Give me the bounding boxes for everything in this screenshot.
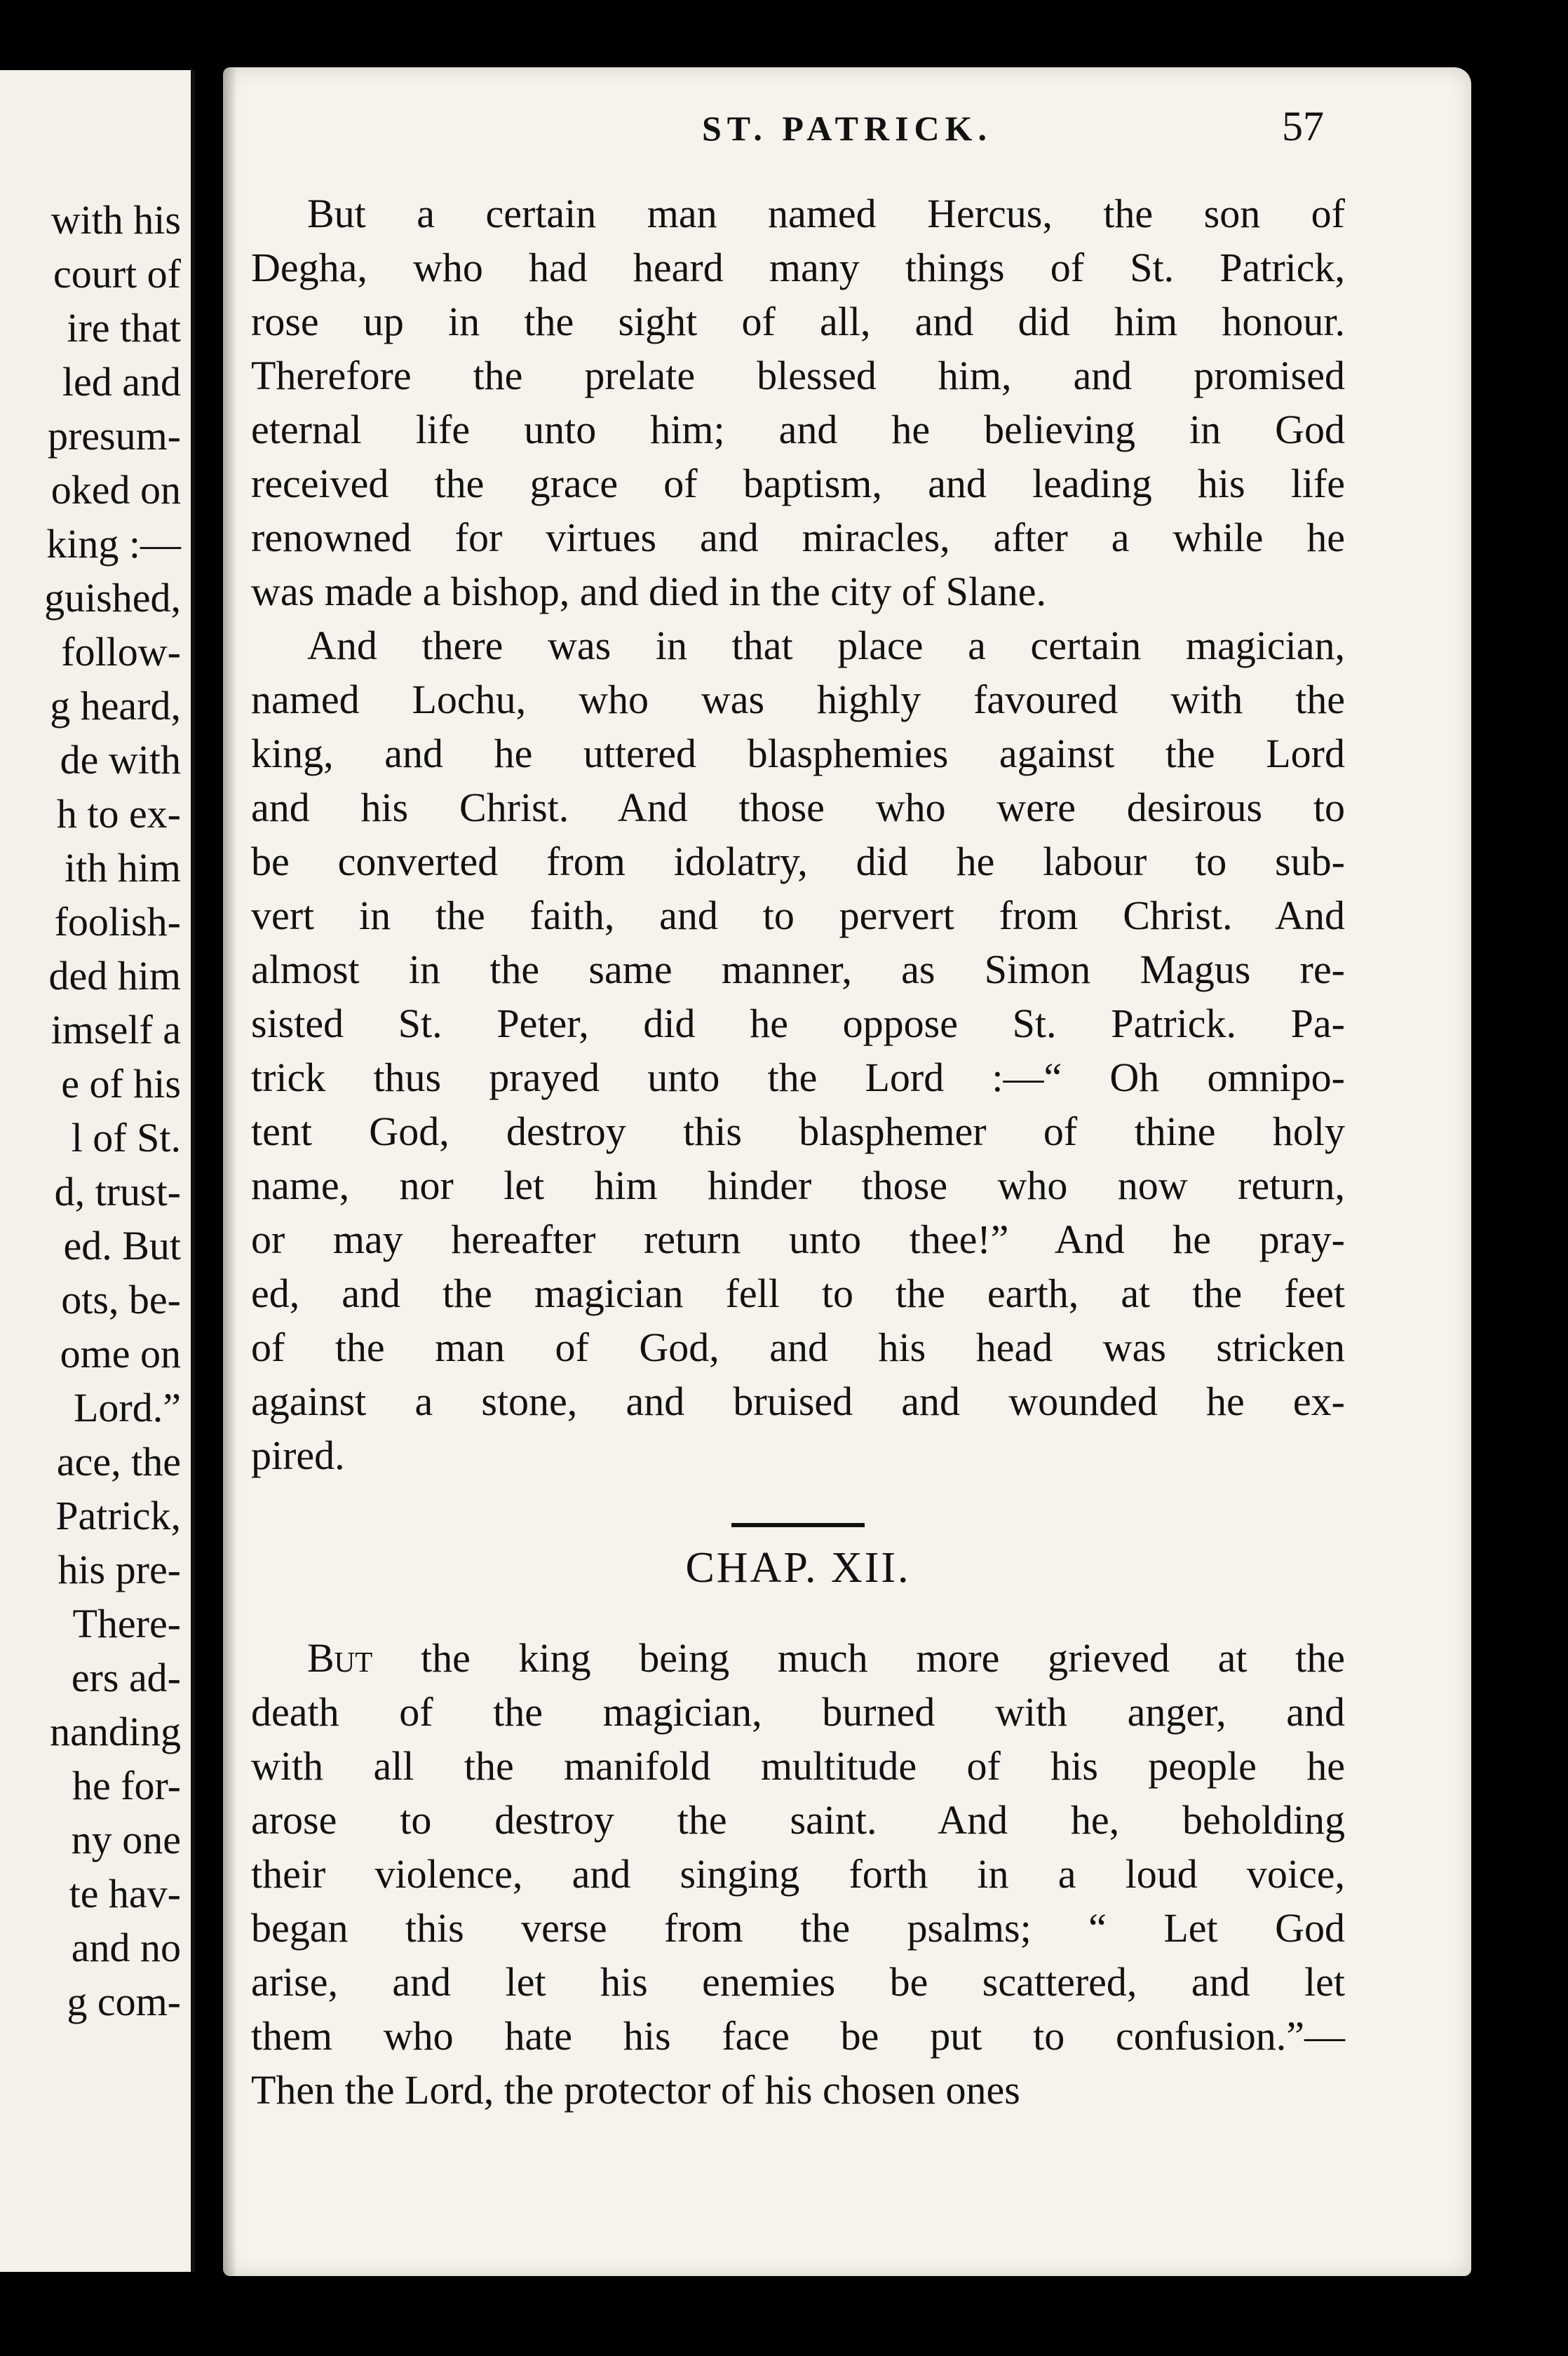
paragraph-1-line: Degha, who had heard many things of St. Patrick, xyxy=(251,245,1345,290)
chapter-divider-rule xyxy=(731,1523,865,1527)
paragraph-1-line: eternal life unto him; and he believing in God xyxy=(251,407,1345,452)
paragraph-2-line: king, and he uttered blasphemies against the Lord xyxy=(251,731,1345,776)
chapter-heading: CHAP. XII. xyxy=(685,1544,911,1592)
paragraph-3-line: with all the manifold multitude of his people he xyxy=(251,1743,1345,1789)
running-head: ST. PATRICK. xyxy=(701,109,993,148)
left-page-line: ed. But xyxy=(63,1223,181,1268)
paragraph-2-line: name, nor let him hinder those who now return, xyxy=(251,1163,1345,1208)
left-page-line: ace, the xyxy=(56,1439,181,1484)
left-page-line: ded him xyxy=(48,953,181,998)
left-page-line: There- xyxy=(72,1601,181,1646)
paragraph-2-line: And there was in that place a certain magician, xyxy=(307,623,1345,668)
paragraph-2-line: ed, and the magician fell to the earth, at the feet xyxy=(251,1271,1345,1316)
paragraph-3-line: death of the magician, burned with anger, and xyxy=(251,1689,1345,1735)
paragraph-1-line: rose up in the sight of all, and did him honour. xyxy=(251,299,1345,344)
paragraph-1-line: But a certain man named Hercus, the son of xyxy=(307,191,1345,236)
paragraph-2-line: trick thus prayed unto the Lord :—“ Oh omnipo- xyxy=(251,1055,1345,1100)
body-text xyxy=(251,187,1345,2117)
paragraph-3-line: Then the Lord, the protector of his chosen ones xyxy=(251,2067,1020,2113)
left-page-line: led and xyxy=(62,359,181,405)
paragraph-3-line: them who hate his face be put to confusion.”— xyxy=(251,2013,1345,2059)
paragraph-2-line: of the man of God, and his head was stricken xyxy=(251,1325,1345,1370)
book-page xyxy=(223,67,1471,2276)
gutter-shadow xyxy=(223,67,237,2276)
left-page-line: presum- xyxy=(47,413,181,459)
left-page-line: Patrick, xyxy=(55,1493,181,1538)
left-page-line: and no xyxy=(71,1925,181,1970)
paragraph-2-line: against a stone, and bruised and wounded he ex- xyxy=(251,1379,1345,1424)
left-page-line: te hav- xyxy=(69,1871,181,1916)
paragraph-3-line: their violence, and singing forth in a loud voice, xyxy=(251,1851,1345,1897)
left-page-line: e of his xyxy=(61,1061,181,1106)
left-page-line: ire that xyxy=(67,305,181,351)
left-page-line: de with xyxy=(60,737,181,783)
paragraph-3-line xyxy=(251,1631,1345,1685)
left-page-line: imself a xyxy=(50,1007,181,1052)
paragraph-3 xyxy=(251,1631,1345,2117)
left-page-line: court of xyxy=(53,251,181,297)
paragraph-2-line: named Lochu, who was highly favoured with the xyxy=(251,677,1345,722)
paragraph-2-line: sisted St. Peter, did he oppose St. Patrick. Pa- xyxy=(251,1001,1345,1046)
paragraph-2 xyxy=(251,618,1345,1482)
line-text: the king being much more grieved at the xyxy=(372,1635,1345,1681)
left-page-line: g com- xyxy=(67,1979,181,2024)
left-page-line: guished, xyxy=(44,575,181,621)
left-page-line: d, trust- xyxy=(54,1169,181,1214)
paragraph-2-line: pired. xyxy=(251,1433,345,1478)
left-page-line: h to ex- xyxy=(56,791,181,837)
left-page-line: his pre- xyxy=(58,1547,181,1592)
paragraph-2-line: almost in the same manner, as Simon Magus re- xyxy=(251,947,1345,992)
paragraph-3-line: arose to destroy the saint. And he, beholding xyxy=(251,1797,1345,1843)
left-page-line: ith him xyxy=(65,845,181,891)
paragraph-1-line: received the grace of baptism, and leading his life xyxy=(251,461,1345,506)
left-page-line: with his xyxy=(50,197,181,243)
left-page-line: g heard, xyxy=(50,683,181,729)
paragraph-1-line: was made a bishop, and died in the city of Slane. xyxy=(251,569,1046,614)
left-page-line: l of St. xyxy=(71,1115,181,1160)
left-page-line: nanding xyxy=(50,1709,181,1754)
paragraph-1-line: renowned for virtues and miracles, after a while he xyxy=(251,515,1345,560)
left-page-line: ots, be- xyxy=(61,1277,181,1322)
left-page-line: foolish- xyxy=(54,899,181,945)
paragraph-2-line: tent God, destroy this blasphemer of thine holy xyxy=(251,1109,1345,1154)
paragraph-1 xyxy=(251,187,1345,618)
paragraph-3-line: arise, and let his enemies be scattered, and let xyxy=(251,1959,1345,2005)
paragraph-2-line: be converted from idolatry, did he labour to sub- xyxy=(251,839,1345,884)
left-page-line: Lord.” xyxy=(74,1385,181,1430)
left-page-line: he for- xyxy=(72,1763,181,1808)
paragraph-2-line: and his Christ. And those who were desirous to xyxy=(251,785,1345,830)
page-number: 57 xyxy=(1282,103,1324,149)
left-page-line: king :— xyxy=(46,521,181,567)
left-page-line: ers ad- xyxy=(71,1655,181,1700)
paragraph-1-line: Therefore the prelate blessed him, and promised xyxy=(251,353,1345,398)
left-page-line: oked on xyxy=(50,467,181,513)
drop-word: But xyxy=(307,1635,373,1681)
left-page-line: ny one xyxy=(71,1817,181,1862)
left-page-line: ome on xyxy=(60,1331,181,1376)
paragraph-3-line: began this verse from the psalms; “ Let God xyxy=(251,1905,1345,1951)
previous-page-fragment xyxy=(0,70,195,2272)
left-page-line: follow- xyxy=(61,629,181,675)
paragraph-2-line: vert in the faith, and to pervert from Christ. And xyxy=(251,893,1345,938)
paragraph-2-line: or may hereafter return unto thee!” And he pray- xyxy=(251,1217,1345,1262)
